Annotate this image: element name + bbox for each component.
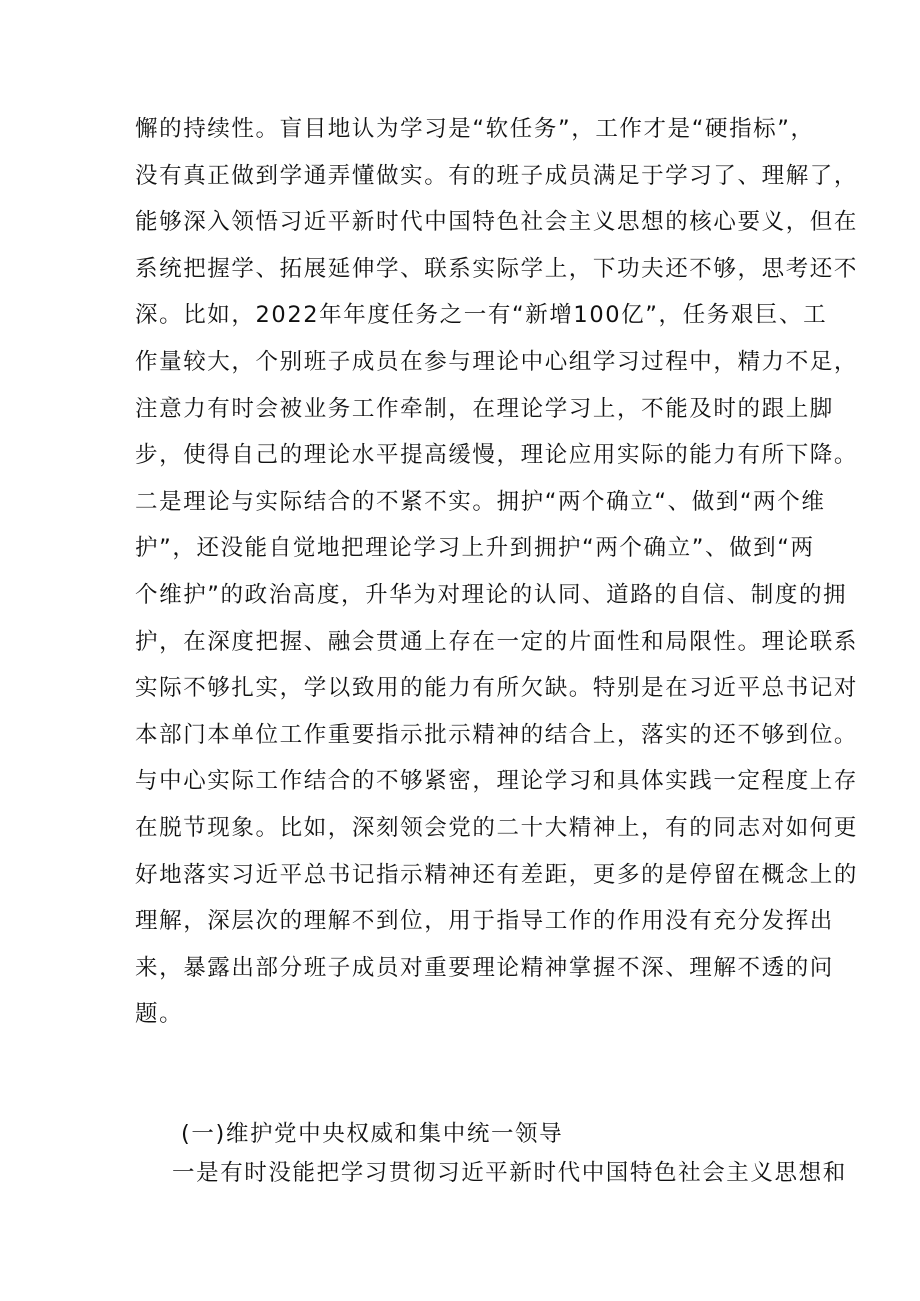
text-line: 本部门本单位工作重要指示批示精神的结合上，落实的还不够到位。 xyxy=(135,721,859,748)
text-line: 深。比如，2022年年度任务之一有“新增100亿”，任务艰巨、工 xyxy=(135,302,828,329)
section-heading: (一)维护党中央权威和集中统一领导 xyxy=(181,1121,564,1147)
text-line: 懈的持续性。盲目地认为学习是“软任务”，工作才是“硬指标”， xyxy=(135,116,815,142)
body-paragraph-2 xyxy=(172,1150,847,1197)
body-paragraph xyxy=(135,106,859,1038)
text-line: 护，在深度把握、融会贯通上存在一定的片面性和局限性。理论联系 xyxy=(135,628,859,655)
text-line: 与中心实际工作结合的不够紧密，理论学习和具体实践一定程度上存 xyxy=(135,768,859,795)
text-line: 作量较大，个别班子成员在参与理论中心组学习过程中，精力不足， xyxy=(135,348,859,375)
text-line: 一是有时没能把学习贯彻习近平新时代中国特色社会主义思想和 xyxy=(172,1160,847,1186)
text-line: 在脱节现象。比如，深刻领会党的二十大精神上，有的同志对如何更 xyxy=(135,814,859,841)
text-line: 题。 xyxy=(135,1001,184,1028)
text-line: 没有真正做到学通弄懂做实。有的班子成员满足于学习了、理解了， xyxy=(135,162,859,189)
text-line: 理解，深层次的理解不到位，用于指导工作的作用没有充分发挥出 xyxy=(135,908,834,935)
text-line: 护”，还没能自觉地把理论学习上升到拥护“两个确立”、做到“两 xyxy=(135,535,815,562)
text-line: 能够深入领悟习近平新时代中国特色社会主义思想的核心要义，但在 xyxy=(135,209,859,236)
text-line: 来，暴露出部分班子成员对重要理论精神掌握不深、理解不透的问 xyxy=(135,954,834,981)
text-line: 二是理论与实际结合的不紧不实。拥护“两个确立“、做到“两个维 xyxy=(135,488,826,515)
text-line: 个维护”的政治高度，升华为对理论的认同、道路的自信、制度的拥 xyxy=(135,581,848,608)
text-line: 步，使得自己的理论水平提高缓慢，理论应用实际的能力有所下降。 xyxy=(135,442,859,469)
text-line: 系统把握学、拓展延伸学、联系实际学上，下功夫还不够，思考还不 xyxy=(135,255,859,282)
text-line: 好地落实习近平总书记指示精神还有差距，更多的是停留在概念上的 xyxy=(135,861,859,888)
text-line: 实际不够扎实，学以致用的能力有所欠缺。特别是在习近平总书记对 xyxy=(135,675,859,702)
text-line: 注意力有时会被业务工作牵制，在理论学习上，不能及时的跟上脚 xyxy=(135,395,834,422)
